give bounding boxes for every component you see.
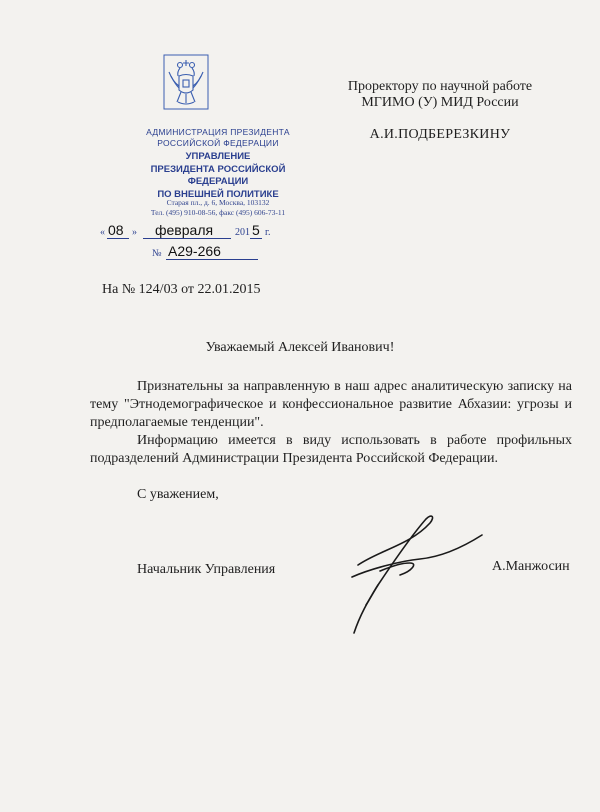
recipient-line1: Проректору по научной работе <box>347 79 533 94</box>
letterhead-address: Старая пл., д. 6, Москва, 103132 <box>166 198 270 207</box>
signer-position: Начальник Управления <box>137 562 276 577</box>
date-month: февраля <box>155 222 214 238</box>
number-label: № <box>152 248 162 259</box>
reply-reference: На № 124/03 от 22.01.2015 <box>102 282 261 297</box>
letterhead-contacts <box>130 198 306 218</box>
letterhead-phones: Тел. (495) 910-08-56, факс (495) 606-73-11 <box>150 208 286 217</box>
letterhead-dept-line2: ПРЕЗИДЕНТА РОССИЙСКОЙ ФЕДЕРАЦИИ <box>150 163 286 187</box>
date-day: 08 <box>108 222 124 238</box>
letterhead-admin-line2: РОССИЙСКОЙ ФЕДЕРАЦИИ <box>157 138 279 148</box>
salutation: Уважаемый Алексей Иванович! <box>205 340 395 355</box>
date-quote-close: » <box>132 227 137 238</box>
letterhead-admin-line1: АДМИНИСТРАЦИЯ ПРЕЗИДЕНТА <box>146 127 290 137</box>
number-field <box>152 244 262 262</box>
letterhead-department <box>130 151 306 201</box>
closing-regards: С уважением, <box>137 487 219 502</box>
number-value: А29-266 <box>168 243 221 259</box>
letterhead-dept-line3: ПО ВНЕШНЕЙ ПОЛИТИКЕ <box>157 188 279 200</box>
signer-name: А.Манжосин <box>492 559 570 574</box>
coat-of-arms-emblem <box>163 54 209 110</box>
letterhead-dept-line1: УПРАВЛЕНИЕ <box>185 151 251 162</box>
date-year-digit: 5 <box>252 222 260 238</box>
body-paragraph-2: Информацию имеется в виду использовать в работе профильных подразделений Администрации Президента Российской Федерации. <box>90 433 572 466</box>
date-year-suffix: г. <box>265 227 271 238</box>
handwritten-signature <box>340 505 490 635</box>
recipient-line2: МГИМО (У) МИД России <box>361 95 519 110</box>
date-field <box>97 223 287 241</box>
date-quote-open: « <box>100 227 105 238</box>
recipient-name: А.И.ПОДБЕРЕЗКИНУ <box>369 127 511 142</box>
letterhead-administration <box>130 127 306 149</box>
date-year-prefix: 201 <box>235 227 250 238</box>
body-paragraph-1: Признательны за направленную в наш адрес аналитическую записку на тему "Этнодемографическое и конфессиональное развитие Абхазии: угрозы и предполагаемые тенденции". <box>90 379 572 430</box>
